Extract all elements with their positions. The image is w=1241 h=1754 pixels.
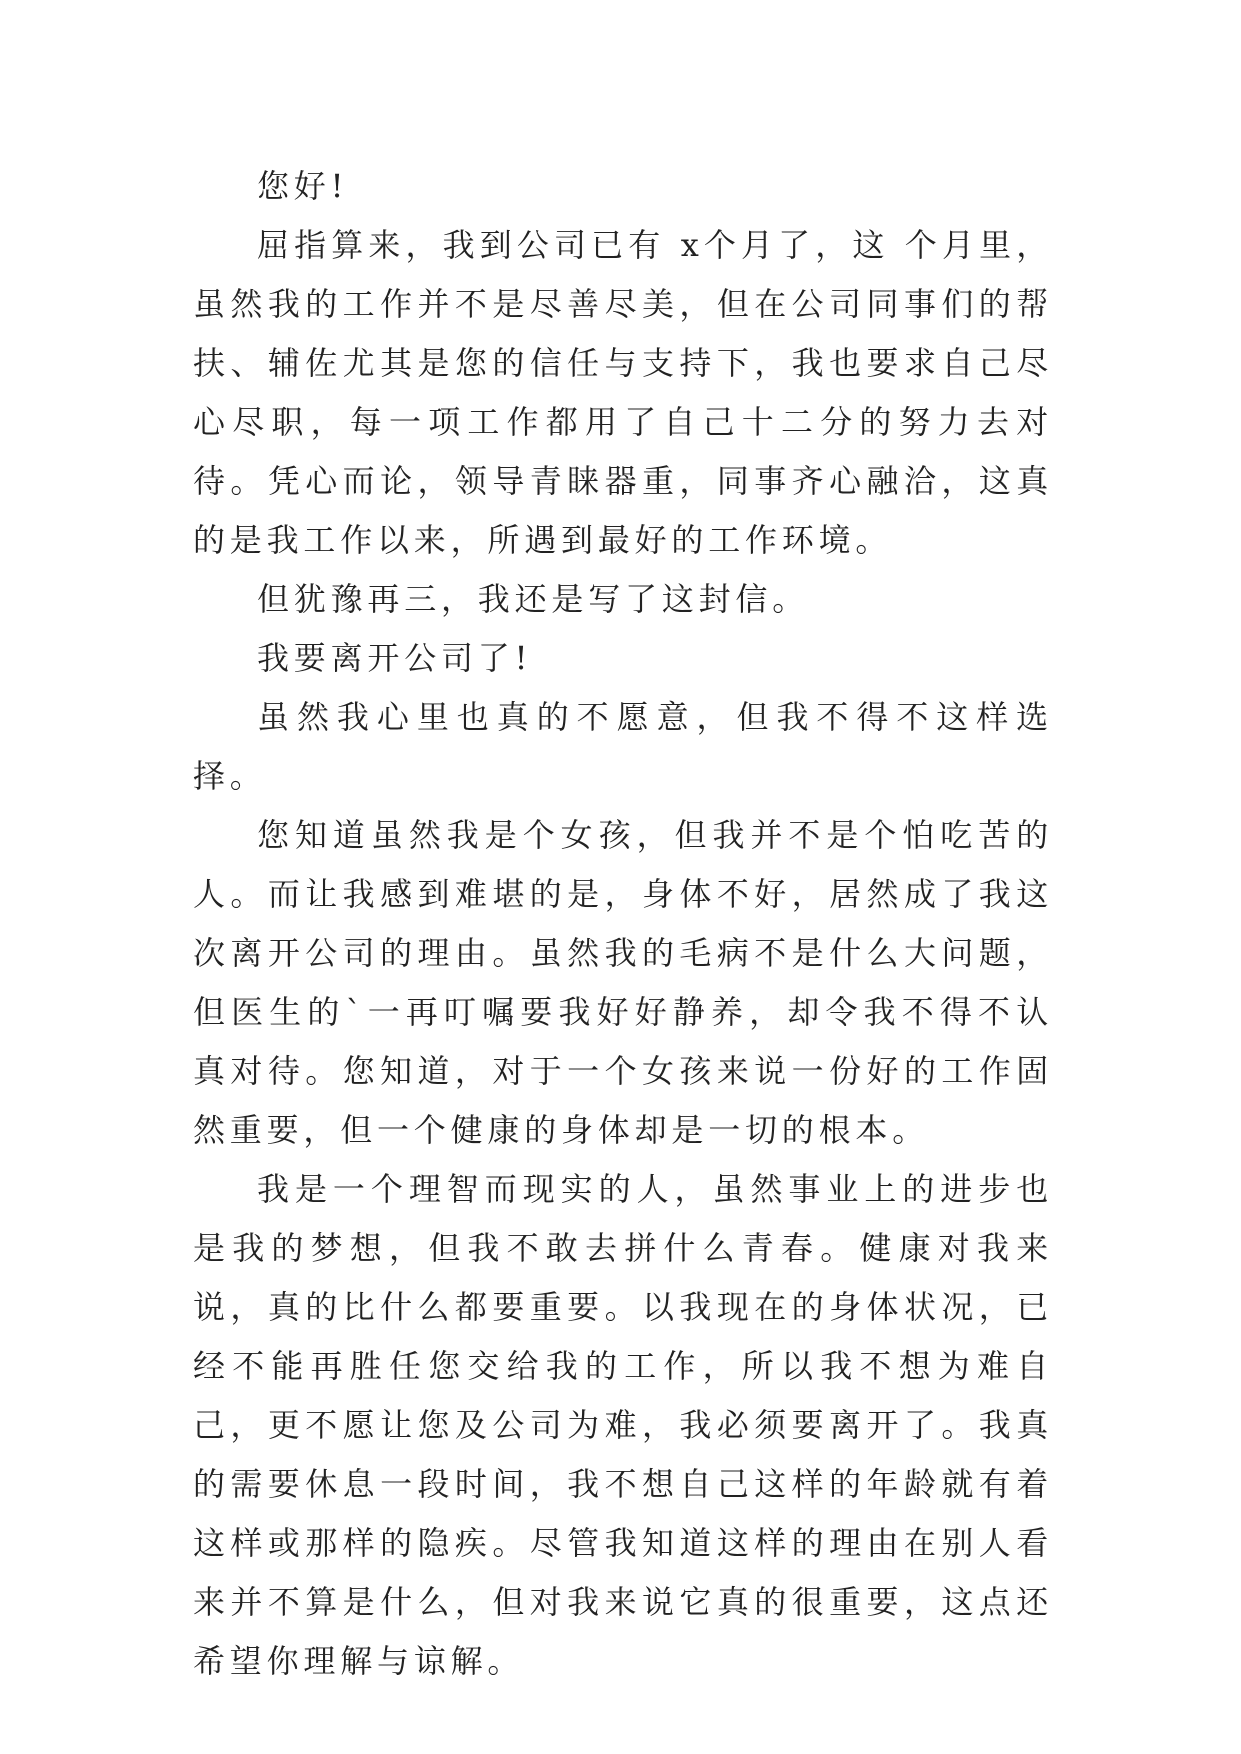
paragraph-health-importance: 我是一个理智而现实的人，虽然事业上的进步也是我的梦想，但我不敢去拼什么青春。健康对我来说，真的比什么都要重要。以我现在的身体状况，已经不能再胜任您交给我的工作，所以我不想为难自己，更不愿让您及公司为难，我必须要离开了。我真的需要休息一段时间，我不想自己这样的年龄就有着这样或那样的隐疾。尽管我知道这样的理由在别人看来并不算是什么，但对我来说它真的很重要，这点还希望你理解与谅解。 [193, 1170, 1053, 1680]
greeting: 您好! [257, 167, 349, 205]
paragraph-health-reason: 您知道虽然我是个女孩，但我并不是个怕吃苦的人。而让我感到难堪的是，身体不好，居然成了我这次离开公司的理由。虽然我的毛病不是什么大问题，但医生的`一再叮嘱要我好好静养，却令我不得不认真对待。您知道，对于一个女孩来说一份好的工作固然重要，但一个健康的身体却是一切的根本。 [193, 816, 1053, 1149]
paragraph-work-experience: 屈指算来，我到公司已有 x个月了，这 个月里，虽然我的工作并不是尽善尽美，但在公司同事们的帮扶、辅佐尤其是您的信任与支持下，我也要求自己尽心尽职，每一项工作都用了自己十二分的努力去对待。凭心而论，领导青睐器重，同事齐心融洽，这真的是我工作以来，所遇到最好的工作环境。 [193, 226, 1053, 559]
letter-body [193, 157, 1053, 1691]
paragraph-hesitation: 但犹豫再三，我还是写了这封信。 [257, 580, 810, 618]
paragraph-reluctance: 虽然我心里也真的不愿意，但我不得不这样选择。 [193, 698, 1053, 795]
paragraph-leaving: 我要离开公司了! [257, 639, 533, 677]
